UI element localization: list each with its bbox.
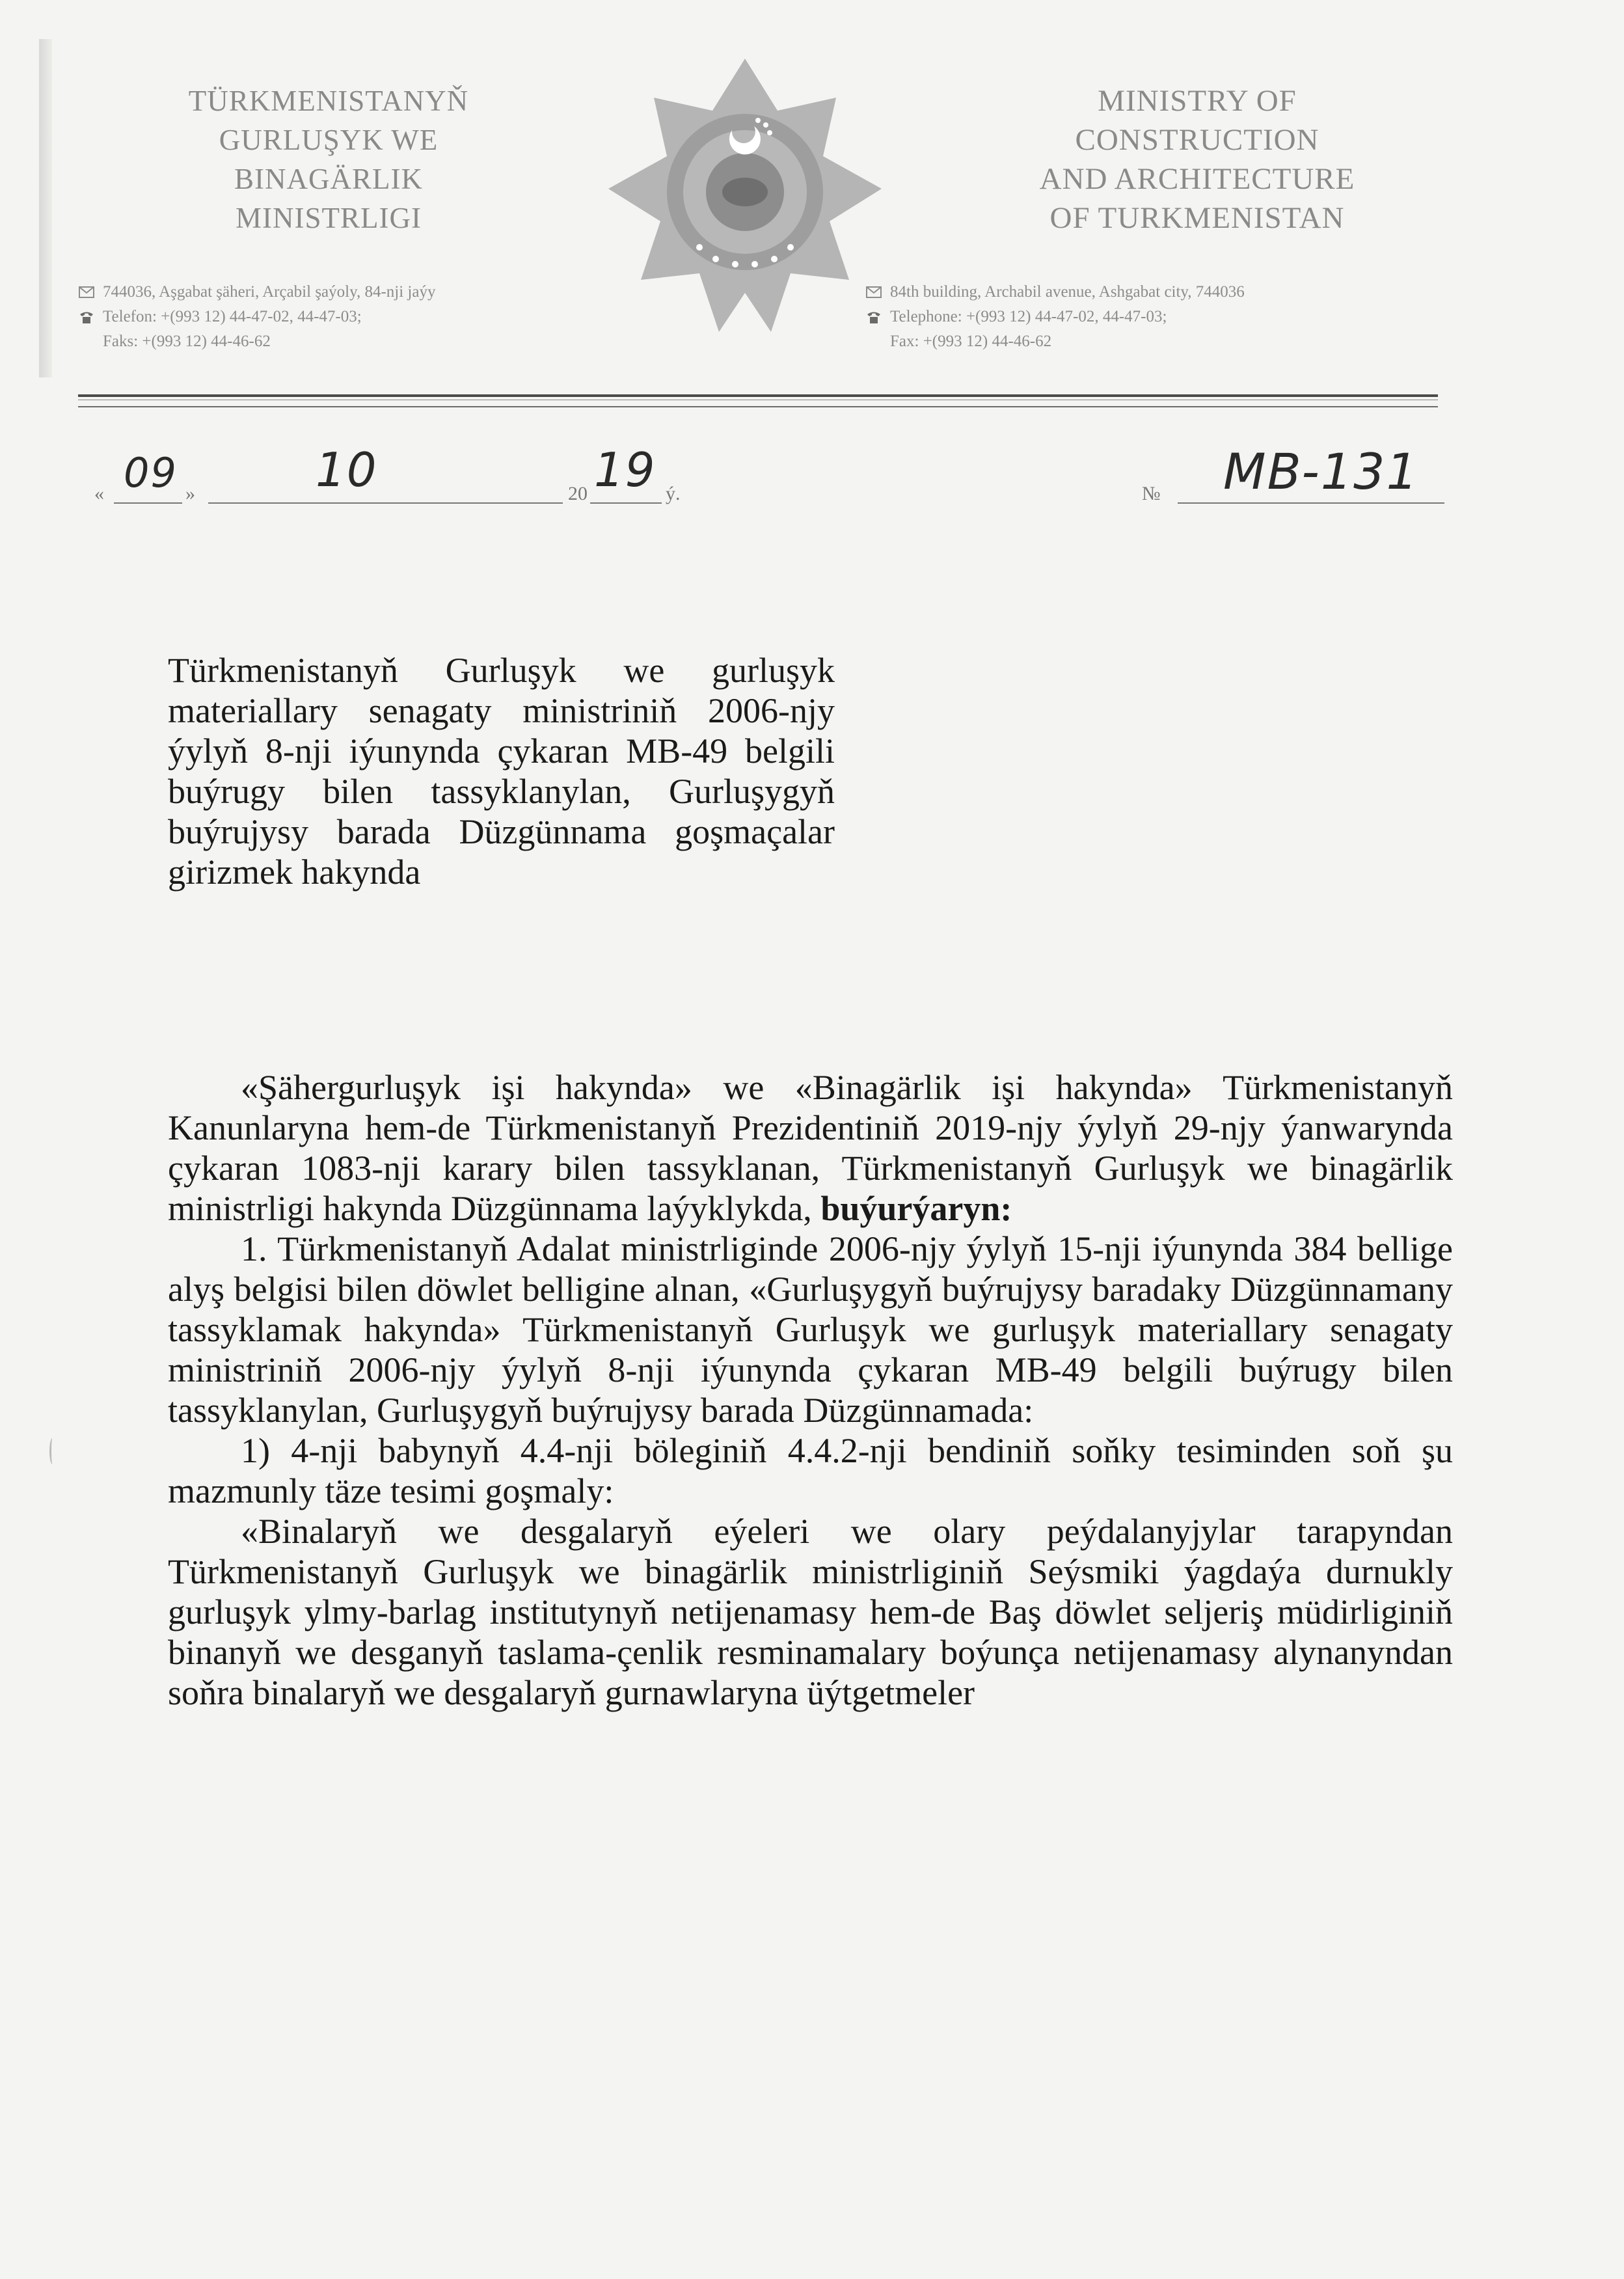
- header-divider: [78, 394, 1438, 397]
- quoted-paragraph: «Binalaryň we desgalaryň eýeleri we olary peýdalanyjylar tarapyndan Türkmenistanyň Gurluşyk we binagärlik ministrliginiň Seýsmiki ýagdaýa durnukly gurluşyk ylmy-barlag institutynyň netijenamasy hem-de Baş döwlet seljeriş müdirliginiň binanyň we desganyň taslama-çenlik resminamalary boýunça netijenamasy alynanyndan soňra binalaryň we desgalaryň gurnawlaryna üýtgetmeler: [168, 1512, 1453, 1712]
- letterhead-left: [78, 81, 579, 238]
- telephone-icon: [865, 308, 882, 325]
- letterhead-left-line: MINISTRLIGI: [236, 202, 422, 234]
- telephone-icon: [78, 308, 95, 325]
- day-underline: [114, 502, 182, 504]
- letterhead-right-line: OF TURKMENISTAN: [1049, 201, 1345, 235]
- contact-fax: Faks: +(993 12) 44-46-62: [103, 333, 271, 350]
- contact-address-row: [865, 280, 1451, 305]
- contact-phone: Telefon: +(993 12) 44-47-02, 44-47-03;: [103, 308, 362, 325]
- contact-address: 84th building, Archabil avenue, Ashgabat city, 744036: [890, 283, 1245, 301]
- letterhead-left-line: BINAGÄRLIK: [234, 163, 423, 195]
- contact-phone-row: [865, 305, 1451, 329]
- preamble-text: «Şähergurluşyk işi hakynda» we «Binagärlik işi hakynda» Türkmenistanyň Kanunlaryna hem-de Türkmenistanyň Prezidentiniň 2019-njy ýylyň 29-njy ýanwarynda çykaran 1083-nji karary bilen tassyklanan, Türkmenistanyň Gurluşyk we binagärlik ministrligi hakynda Düzgünnama laýyklykda,: [168, 1068, 1453, 1228]
- margin-mark: [49, 1438, 55, 1464]
- letterhead-right: [937, 81, 1457, 238]
- date-month: 10: [316, 443, 378, 497]
- letterhead-left-line: GURLUŞYK WE: [219, 124, 439, 156]
- document-number: MB-131: [1223, 443, 1419, 500]
- contact-address: 744036, Aşgabat şäheri, Arçabil şaýoly, 84-nji jaýy: [103, 283, 436, 301]
- month-underline: [208, 502, 563, 504]
- order-word: buýurýaryn:: [820, 1189, 1012, 1228]
- document-subject: Türkmenistanyň Gurluşyk we gurluşyk materiallary senagaty ministriniň 2006-njy ýylyň 8-nji iýunynda çykaran MB-49 belgili buýrugy bilen tassyklanylan, Gurluşygyň buýrujysy barada Düzgünnama goşmaçalar girizmek hakynda: [168, 651, 835, 892]
- date-year: 19: [594, 443, 656, 497]
- subitem-1-paragraph: 1) 4-nji babynyň 4.4-nji böleginiň 4.4.2-nji bendiniň soňky tesiminden soň şu mazmunly täze tesimi goşmaly:: [168, 1431, 1453, 1510]
- contact-fax: Fax: +(993 12) 44-46-62: [890, 333, 1052, 350]
- scan-shadow: [39, 39, 52, 377]
- contact-block-right: [865, 280, 1451, 354]
- year-prefix: 20: [568, 483, 588, 504]
- number-underline: [1178, 502, 1444, 504]
- date-day: 09: [124, 449, 178, 497]
- preamble-paragraph: [168, 1067, 1453, 1229]
- state-emblem-icon: [595, 52, 895, 351]
- contact-address-row: [78, 280, 638, 305]
- contact-phone-row: [78, 305, 638, 329]
- document-body: [168, 1067, 1453, 1713]
- date-open-quote: «: [94, 483, 104, 504]
- contact-fax-row: [865, 329, 1451, 354]
- year-abbrev: ý.: [666, 483, 681, 504]
- year-underline: [590, 502, 662, 504]
- header-divider: [78, 406, 1438, 407]
- item-1-paragraph: 1. Türkmenistanyň Adalat ministrliginde 2006-njy ýylyň 15-nji iýunynda 384 bellige alyş belgisi bilen döwlet belligine alnan, «Gurluşygyň buýrujysy baradaky Düzgünnamany tassyklamak hakynda» Türkmenistanyň Gurluşyk we gurluşyk materiallary senagaty ministriniň 2006-njy ýylyň 8-nji iýunynda çykaran MB-49 belgili buýrugy bilen tassyklanylan, Gurluşygyň buýrujysy barada Düzgünnamada:: [168, 1229, 1453, 1430]
- letterhead-right-line: CONSTRUCTION: [1075, 123, 1320, 157]
- contact-phone: Telephone: +(993 12) 44-47-02, 44-47-03;: [890, 308, 1167, 325]
- contact-block-left: [78, 280, 638, 354]
- envelope-icon: [78, 284, 95, 301]
- letterhead-left-line: TÜRKMENISTANYŇ: [188, 85, 469, 117]
- number-label: №: [1142, 483, 1161, 504]
- date-number-line: [94, 443, 1448, 514]
- letterhead-right-line: AND ARCHITECTURE: [1039, 162, 1355, 196]
- contact-fax-row: [78, 329, 638, 354]
- envelope-icon: [865, 284, 882, 301]
- date-close-quote: »: [185, 483, 195, 504]
- letterhead-right-line: MINISTRY OF: [1098, 84, 1297, 118]
